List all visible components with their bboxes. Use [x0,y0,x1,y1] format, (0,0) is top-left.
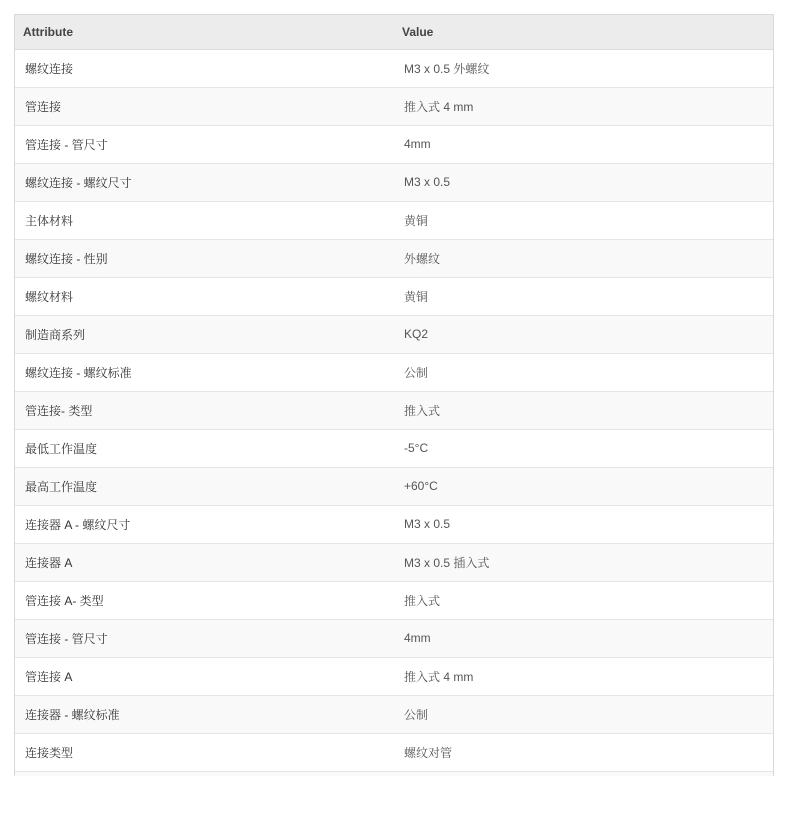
value-cell: M3 x 0.5 [395,163,773,201]
value-cell: 螺纹对管 [395,733,773,771]
table-row [15,429,773,467]
attribute-cell: 螺纹连接 [15,49,395,87]
attribute-cell: 最高工作温度 [15,467,395,505]
value-cell: 推入式 4 mm [395,87,773,125]
table-row [15,353,773,391]
table-row [15,87,773,125]
attribute-cell: 连接器 A - 螺纹尺寸 [15,505,395,543]
table-row [15,315,773,353]
value-cell: M3 x 0.5 插入式 [395,543,773,581]
attribute-cell: 管连接 - 管尺寸 [15,619,395,657]
table-row [15,695,773,733]
value-cell: KQ2 [395,315,773,353]
table-row [15,467,773,505]
value-cell: 推入式 [395,581,773,619]
value-cell: M3 x 0.5 [395,505,773,543]
attribute-cell: 螺纹连接 - 螺纹标准 [15,353,395,391]
table-row [15,505,773,543]
table-row [15,125,773,163]
attribute-cell: 管连接 A [15,657,395,695]
value-cell: 黄铜 [395,201,773,239]
value-cell: 公制 [395,695,773,733]
value-cell: 4mm [395,619,773,657]
table-row [15,733,773,771]
table-row [15,49,773,87]
attribute-cell: 连接器 - 螺纹标准 [15,695,395,733]
table-row [15,543,773,581]
table-row [15,581,773,619]
attribute-cell: 主体材料 [15,201,395,239]
value-cell: 推入式 4 mm [395,657,773,695]
value-cell: 推入式 [395,391,773,429]
value-cell: 黄铜 [395,277,773,315]
attribute-cell: 管连接 [15,87,395,125]
table-row [15,771,773,776]
attribute-cell: 管连接 A- 类型 [15,581,395,619]
attribute-cell: 螺纹连接 - 螺纹尺寸 [15,163,395,201]
attribute-table [15,15,773,776]
value-cell: +60°C [395,467,773,505]
table-row [15,619,773,657]
value-cell: 4mm [395,125,773,163]
value-cell: 外螺纹 [395,239,773,277]
value-cell: 公制 [395,353,773,391]
table-row [15,163,773,201]
attribute-table-container[interactable] [14,14,774,776]
attribute-cell: 管连接 - 管尺寸 [15,125,395,163]
attribute-cell [15,771,395,776]
value-cell: M3 x 0.5 外螺纹 [395,49,773,87]
value-cell: -5°C [395,429,773,467]
table-row [15,391,773,429]
table-row [15,277,773,315]
table-header [15,15,773,49]
attribute-cell: 螺纹材料 [15,277,395,315]
attribute-cell: 管连接- 类型 [15,391,395,429]
table-row [15,201,773,239]
table-row [15,657,773,695]
table-header-row [15,15,773,49]
attribute-cell: 制造商系列 [15,315,395,353]
table-row [15,239,773,277]
attribute-cell: 连接器 A [15,543,395,581]
column-header-value[interactable]: Value [395,15,773,49]
attribute-cell: 螺纹连接 - 性别 [15,239,395,277]
attribute-cell: 最低工作温度 [15,429,395,467]
column-header-attribute[interactable]: Attribute [15,15,395,49]
value-cell [395,771,773,776]
attribute-cell: 连接类型 [15,733,395,771]
table-body [15,49,773,776]
